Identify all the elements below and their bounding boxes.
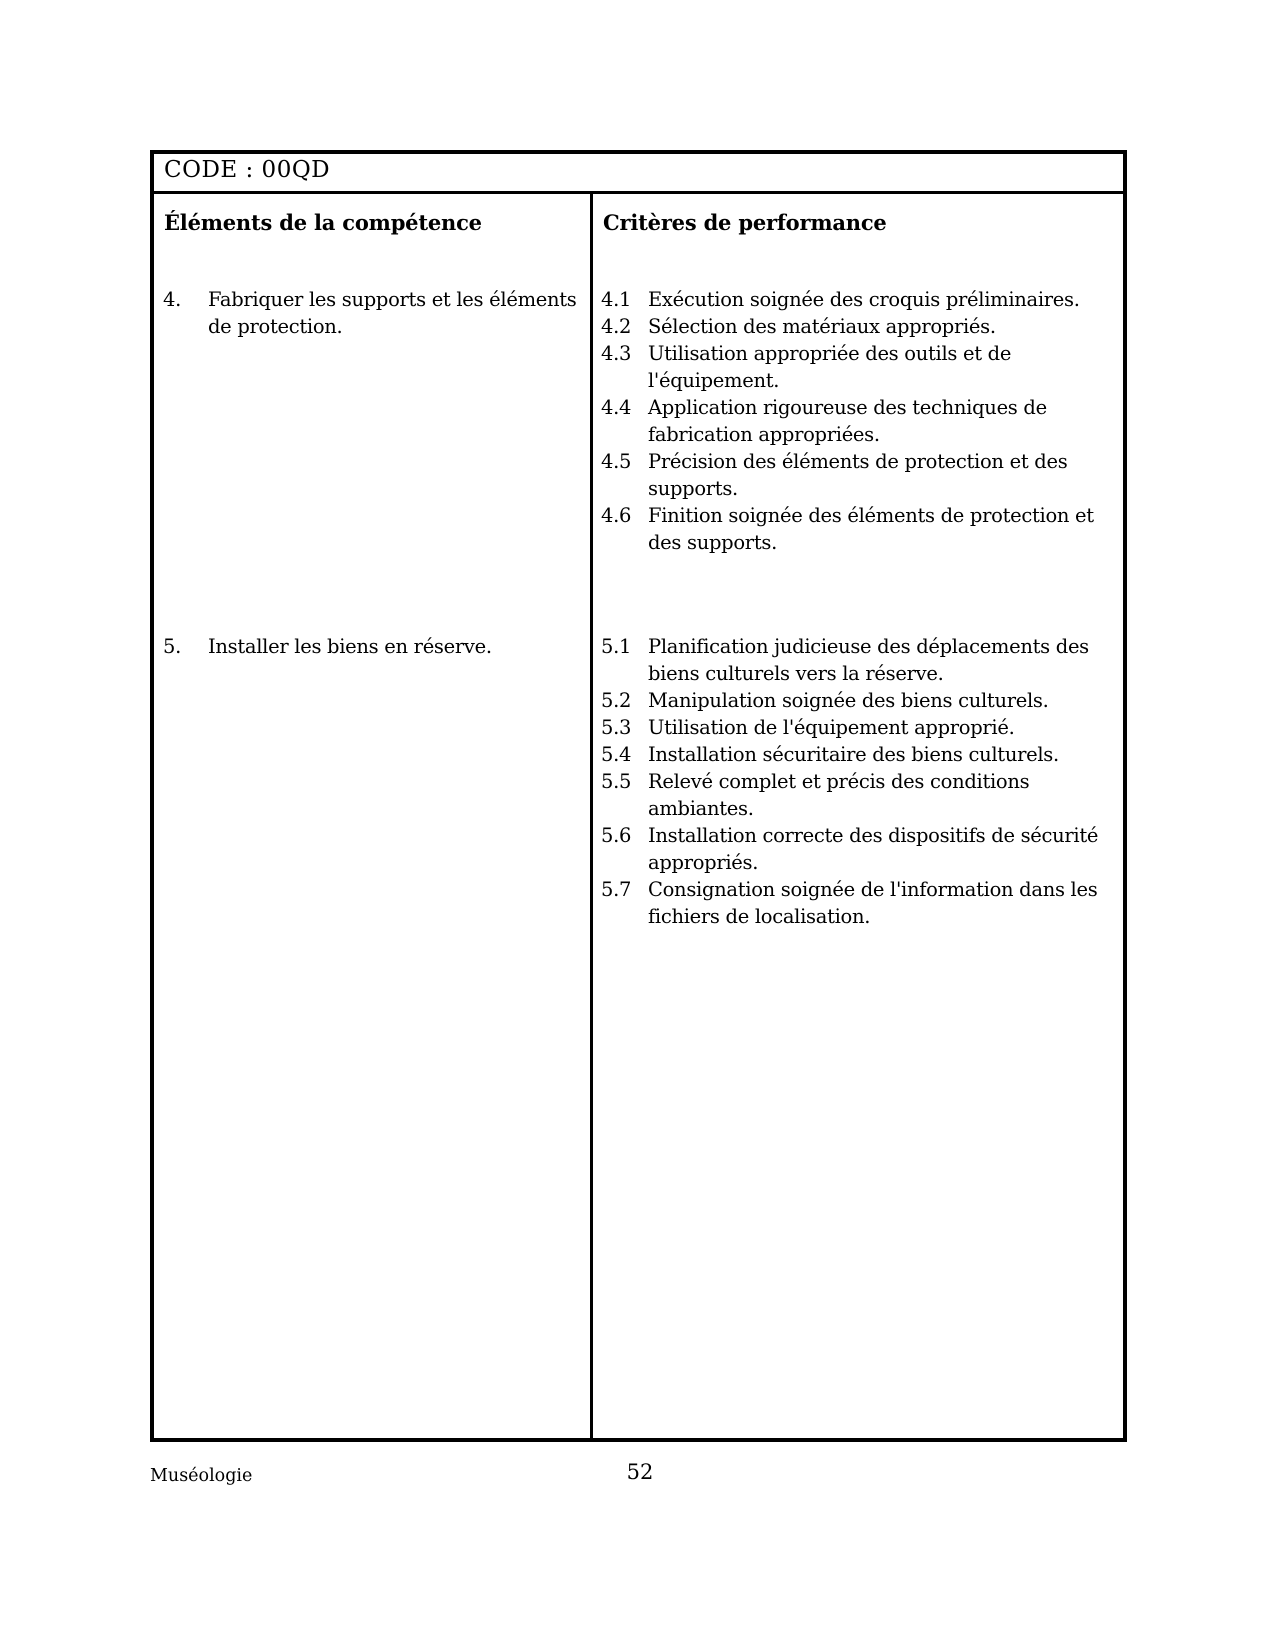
criterion-number: 4.1 [601, 288, 632, 311]
elements-column-header: Éléments de la compétence [164, 210, 482, 235]
criterion-text: Consignation soignée de l'information dans les fichiers de localisation. [648, 878, 1098, 928]
element-4-number: 4. [163, 288, 182, 311]
criterion-row-5-2 [601, 687, 1099, 714]
criterion-row-4-4 [601, 394, 1099, 448]
table-columns [154, 194, 1123, 1438]
criterion-row-4-1 [601, 286, 1099, 313]
criterion-text: Utilisation de l'équipement approprié. [648, 716, 1015, 739]
criterion-row-5-4 [601, 741, 1099, 768]
criterion-number: 4.4 [601, 396, 632, 419]
criterion-text: Installation sécuritaire des biens culturels. [648, 743, 1059, 766]
criteria-column-header: Critères de performance [603, 210, 887, 235]
criterion-number: 5.1 [601, 635, 632, 658]
competency-table [150, 150, 1127, 1442]
criterion-row-5-5 [601, 768, 1099, 822]
criteria-group-4 [601, 286, 1099, 556]
criterion-text: Relevé complet et précis des conditions ambiantes. [648, 770, 1030, 820]
criterion-row-4-6 [601, 502, 1099, 556]
elements-column [154, 194, 593, 1438]
criterion-number: 4.2 [601, 315, 632, 338]
criterion-row-5-3 [601, 714, 1099, 741]
element-item-5 [163, 633, 584, 660]
criterion-row-4-2 [601, 313, 1099, 340]
footer-page-number: 52 [626, 1460, 654, 1484]
criterion-row-4-5 [601, 448, 1099, 502]
code-label: CODE : 00QD [164, 157, 331, 183]
criterion-text: Utilisation appropriée des outils et de l'équipement. [648, 342, 1012, 392]
criterion-row-4-3 [601, 340, 1099, 394]
criterion-text: Précision des éléments de protection et des supports. [648, 450, 1068, 500]
criteria-group-5 [601, 633, 1099, 930]
criterion-number: 5.6 [601, 824, 632, 847]
criterion-row-5-7 [601, 876, 1099, 930]
criteria-column [593, 194, 1123, 1438]
criterion-number: 5.5 [601, 770, 632, 793]
element-5-number: 5. [163, 635, 182, 658]
criterion-number: 5.4 [601, 743, 632, 766]
criterion-text: Installation correcte des dispositifs de sécurité appropriés. [648, 824, 1099, 874]
criterion-number: 5.3 [601, 716, 632, 739]
criterion-text: Sélection des matériaux appropriés. [648, 315, 996, 338]
code-row [154, 154, 1123, 194]
criterion-text: Planification judicieuse des déplacements des biens culturels vers la réserve. [648, 635, 1089, 685]
element-item-4 [163, 286, 584, 340]
criterion-number: 4.3 [601, 342, 632, 365]
criterion-number: 4.5 [601, 450, 632, 473]
criterion-number: 4.6 [601, 504, 632, 527]
criterion-text: Exécution soignée des croquis préliminaires. [648, 288, 1080, 311]
criterion-row-5-6 [601, 822, 1099, 876]
element-5-text: Installer les biens en réserve. [208, 635, 492, 658]
criterion-number: 5.7 [601, 878, 632, 901]
criterion-row-5-1 [601, 633, 1099, 687]
criterion-text: Application rigoureuse des techniques de fabrication appropriées. [648, 396, 1047, 446]
criterion-text: Manipulation soignée des biens culturels. [648, 689, 1049, 712]
criterion-number: 5.2 [601, 689, 632, 712]
footer-document-title: Muséologie [150, 1466, 253, 1486]
element-4-text: Fabriquer les supports et les éléments de protection. [208, 288, 577, 338]
criterion-text: Finition soignée des éléments de protection et des supports. [648, 504, 1094, 554]
